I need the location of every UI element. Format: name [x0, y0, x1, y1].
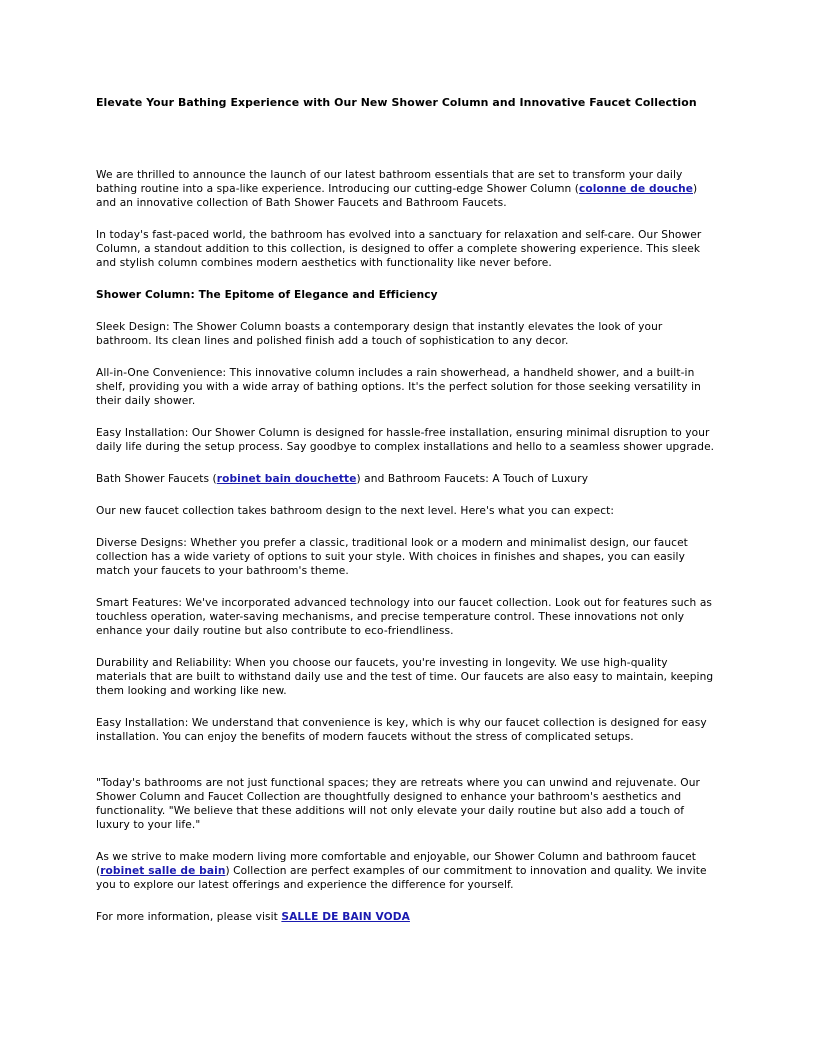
- faucet-heading-after: ) and Bathroom Faucets: A Touch of Luxury: [356, 473, 589, 485]
- link-robinet-salle-de-bain[interactable]: robinet salle de bain: [100, 865, 226, 877]
- link-robinet-bain-douchette[interactable]: robinet bain douchette: [216, 473, 357, 485]
- faucet-section-heading: [96, 472, 720, 486]
- document-title: Elevate Your Bathing Experience with Our New Shower Column and Innovative Faucet Collection: [96, 96, 697, 109]
- durability-paragraph: Durability and Reliability: When you choose our faucets, you're investing in longevity. We use high-quality materials that are built to withstand daily use and the test of time. Our faucets are also easy to maintain, keeping them looking and working like new.: [96, 657, 714, 697]
- section-heading-shower-column: Shower Column: The Epitome of Elegance and Efficiency: [96, 289, 438, 301]
- more-info-paragraph: [96, 910, 720, 924]
- intro-text-after: ) and an innovative collection of Bath Shower Faucets and Bathroom Faucets.: [96, 183, 698, 209]
- sleek-design-paragraph: Sleek Design: The Shower Column boasts a contemporary design that instantly elevates the look of your bathroom. Its clean lines and polished finish add a touch of sophistication to any decor.: [96, 321, 663, 347]
- closing-text-before: As we strive to make modern living more comfortable and enjoyable, our Shower Column and bathroom faucet (: [96, 851, 696, 877]
- intro-paragraph: [96, 168, 720, 210]
- closing-text-after: ) Collection are perfect examples of our commitment to innovation and quality. We invite you to explore our latest offerings and experience the difference for yourself.: [96, 865, 707, 891]
- diverse-designs-paragraph: Diverse Designs: Whether you prefer a classic, traditional look or a modern and minimalist design, our faucet collection has a wide variety of options to suit your style. With choices in finishes and shapes, you can easily match your faucets to your bathroom's theme.: [96, 537, 688, 577]
- closing-paragraph: [96, 850, 720, 892]
- link-salle-de-bain-voda[interactable]: SALLE DE BAIN VODA: [281, 911, 410, 923]
- link-colonne-de-douche[interactable]: colonne de douche: [579, 183, 694, 195]
- sanctuary-paragraph: In today's fast-paced world, the bathroom has evolved into a sanctuary for relaxation and self-care. Our Shower Column, a standout addition to this collection, is designed to offer a complete showering experience. This sleek and stylish column combines modern aesthetics with functionality like never before.: [96, 229, 702, 269]
- faucet-heading-before: Bath Shower Faucets (: [96, 473, 217, 485]
- more-info-text: For more information, please visit: [96, 911, 282, 923]
- quote-paragraph: "Today's bathrooms are not just functional spaces; they are retreats where you can unwind and rejuvenate. Our Shower Column and Faucet Collection are thoughtfully designed to enhance your bathroom's aesthetics and functionality. "We believe that these additions will not only elevate your daily routine but also add a touch of luxury to your life.": [96, 777, 700, 831]
- faucet-installation-paragraph: Easy Installation: We understand that convenience is key, which is why our faucet collection is designed for easy installation. You can enjoy the benefits of modern faucets without the stress of complicated setups.: [96, 717, 707, 743]
- expect-paragraph: Our new faucet collection takes bathroom design to the next level. Here's what you can expect:: [96, 505, 615, 517]
- smart-features-paragraph: Smart Features: We've incorporated advanced technology into our faucet collection. Look out for features such as touchless operation, water-saving mechanisms, and precise temperature control. These innovations not only enhance your daily routine but also contribute to eco-friendliness.: [96, 597, 713, 637]
- all-in-one-paragraph: All-in-One Convenience: This innovative column includes a rain showerhead, a handheld shower, and a built-in shelf, providing you with a wide array of bathing options. It's the perfect solution for those seeking versatility in their daily shower.: [96, 367, 701, 407]
- shower-installation-paragraph: Easy Installation: Our Shower Column is designed for hassle-free installation, ensuring minimal disruption to your daily life during the setup process. Say goodbye to complex installations and hello to a seamless shower upgrade.: [96, 427, 715, 453]
- document-page: [96, 96, 720, 942]
- intro-text-before: We are thrilled to announce the launch of our latest bathroom essentials that are set to transform your daily bathing routine into a spa-like experience. Introducing our cutting-edge Shower Column (: [96, 169, 683, 195]
